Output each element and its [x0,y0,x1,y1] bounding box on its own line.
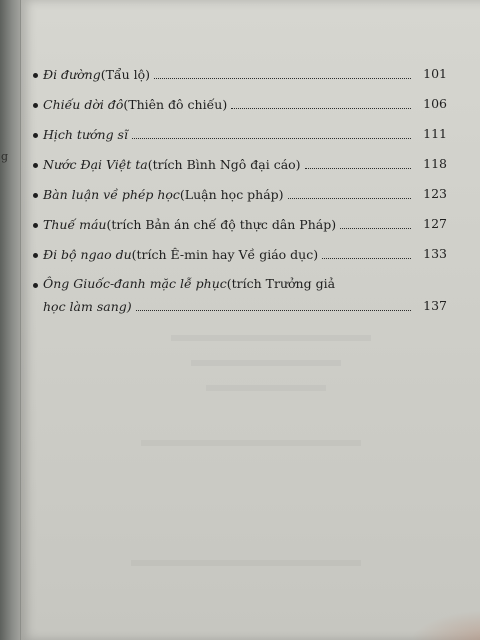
toc-page-number: 127 [423,216,447,231]
toc-title: Thuế máu [43,217,107,232]
toc-entry [33,186,461,216]
table-of-contents [33,66,461,320]
bullet-icon [33,193,38,198]
toc-entry [33,156,461,186]
leader-dots [322,246,411,259]
toc-subtitle: (Thiên đô chiếu) [123,97,228,112]
toc-title: Hịch tướng sĩ [43,127,128,142]
bullet-icon [33,163,38,168]
leader-dots [340,216,411,229]
book-spine [0,0,22,640]
toc-page-number: 106 [423,96,447,111]
toc-title: Đi đường [43,67,101,82]
toc-title: Đi bộ ngao du [43,247,132,262]
toc-subtitle: (trích Bình Ngô đại cáo) [147,157,301,172]
toc-subtitle: (Tẩu lộ) [100,67,151,82]
bullet-icon [33,103,38,108]
toc-entry [33,276,461,320]
toc-title: Bàn luận về phép học [43,187,180,202]
toc-title: Ông Giuốc-đanh mặc lễ phục [43,276,227,291]
toc-subtitle: (Luận học pháp) [179,187,284,202]
show-through-text [171,335,371,341]
leader-dots [305,156,411,169]
toc-entry [33,96,461,126]
toc-entry [33,216,461,246]
toc-entry [33,246,461,276]
toc-entry [33,126,461,156]
show-through-text [206,385,326,391]
toc-page-number: 133 [423,246,447,261]
bullet-icon [33,283,38,288]
toc-page-number: 118 [423,156,447,171]
show-through-text [131,560,361,566]
toc-page-number: 137 [423,298,447,313]
leader-dots [132,126,411,139]
show-through-text [191,360,341,366]
leader-dots [288,186,411,199]
toc-entry [33,66,461,96]
bullet-icon [33,73,38,78]
bullet-icon [33,223,38,228]
leader-dots [154,66,411,79]
leader-dots [136,298,411,311]
toc-title: Chiếu dời đô [43,97,124,112]
finger-shadow [411,610,480,640]
bullet-icon [33,133,38,138]
toc-subtitle: (trích Bản án chế độ thực dân Pháp) [106,217,337,232]
toc-subtitle: (trích Trưởng giả [226,276,336,291]
toc-page-number: 111 [423,126,447,141]
toc-subtitle: (trích Ê-min hay Về giáo dục) [131,247,319,262]
show-through-text [141,440,361,446]
bullet-icon [33,253,38,258]
toc-subtitle-continued: học làm sang) [43,299,132,314]
toc-page-number: 123 [423,186,447,201]
toc-page-number: 101 [423,66,447,81]
leader-dots [231,96,411,109]
margin-mark: g [1,150,9,163]
toc-title: Nước Đại Việt ta [43,157,148,172]
book-page [20,0,480,640]
